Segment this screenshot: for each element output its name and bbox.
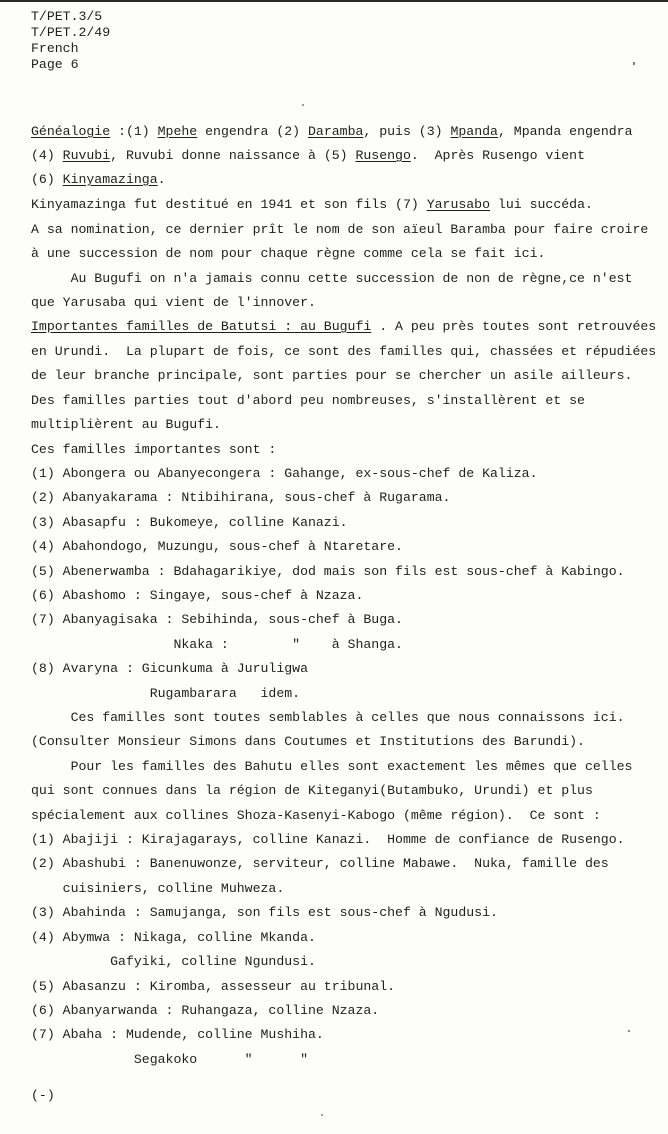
bahutu-list-item: cuisiniers, colline Muhweza. — [31, 881, 285, 896]
bahutu-list-item: (5) Abasanzu : Kiromba, assesseur au tribunal. — [31, 979, 396, 994]
families-paragraph-line: Des familles parties tout d'abord peu nombreuses, s'installèrent et se — [31, 393, 585, 408]
families-heading: Importantes familles de Batutsi : au Bugufi — [31, 319, 372, 334]
text-fragment: (6) — [31, 172, 63, 187]
scan-speck — [321, 1114, 323, 1116]
text-fragment: :(1) — [110, 124, 158, 139]
genealogy-line-4 — [31, 197, 593, 213]
bahutu-list-item: (7) Abaha : Mudende, colline Mushiha. — [31, 1027, 324, 1042]
families-list-intro: Ces familles importantes sont : — [31, 442, 277, 457]
name-daramba: Daramba — [308, 124, 364, 139]
bahutu-paragraph-line: Pour les familles des Bahutu elles sont exactement les mêmes que celles — [31, 759, 633, 774]
bahutu-list-item: (3) Abahinda : Samujanga, son fils est sous-chef à Ngudusi. — [31, 905, 498, 920]
name-kinyamazinga: Kinyamazinga — [62, 172, 158, 187]
family-list-item: (2) Abanyakarama : Ntibihirana, sous-chef à Rugarama. — [31, 490, 451, 505]
text-fragment: . A peu près toutes sont retrouvées — [371, 319, 657, 334]
family-list-item: (5) Abenerwamba : Bdahagarikiye, dod mais son fils est sous-chef à Kabingo. — [31, 564, 625, 579]
language-label: French — [31, 41, 79, 56]
families-closing-line: Ces familles sont toutes semblables à celles que nous connaissons ici. — [31, 710, 625, 725]
page-continuation-mark: (-) — [31, 1088, 55, 1103]
family-list-item: (8) Avaryna : Gicunkuma à Juruligwa — [31, 661, 308, 676]
bahutu-paragraph-line: spécialement aux collines Shoza-Kasenyi-Kabogo (même région). Ce sont : — [31, 808, 601, 823]
bahutu-list-item: Gafyiki, colline Ngundusi. — [31, 954, 316, 969]
family-list-item: Nkaka : " à Shanga. — [31, 637, 403, 652]
bahutu-list-item: (1) Abajiji : Kirajagarays, colline Kanazi. Homme de confiance de Rusengo. — [31, 832, 625, 847]
bahutu-list-item: Segakoko " " — [31, 1052, 308, 1067]
name-yarusabo: Yarusabo — [426, 197, 491, 212]
genealogy-line-6: à une succession de nom pour chaque règne comme cela se fait ici. — [31, 246, 546, 261]
name-mpanda: Mpanda — [450, 124, 498, 139]
families-paragraph-line: de leur branche principale, sont parties pour se chercher un asile ailleurs. — [31, 368, 633, 383]
families-heading-line — [31, 319, 656, 335]
text-fragment: (4) — [31, 148, 63, 163]
genealogy-line-3 — [31, 172, 166, 188]
genealogy-line-8: que Yarusaba qui vient de l'innover. — [31, 295, 316, 310]
text-fragment: , puis (3) — [363, 124, 451, 139]
genealogy-line-7: Au Bugufi on n'a jamais connu cette succession de non de règne,ce n'est — [31, 271, 633, 286]
bahutu-list-item: (4) Abymwa : Nikaga, colline Mkanda. — [31, 930, 316, 945]
families-paragraph-line: en Urundi. La plupart de fois, ce sont des familles qui, chassées et répudiées — [31, 344, 657, 359]
bahutu-paragraph-line: qui sont connues dans la région de Kiteganyi(Butambuko, Urundi) et plus — [31, 783, 593, 798]
text-fragment: . Après Rusengo vient — [410, 148, 585, 163]
text-fragment: lui succéda. — [490, 197, 593, 212]
families-closing-line: (Consulter Monsieur Simons dans Coutumes et Institutions des Barundi). — [31, 734, 585, 749]
scan-speck — [302, 104, 304, 106]
reference-number-2: T/PET.2/49 — [31, 25, 111, 40]
genealogy-line-1 — [31, 124, 633, 140]
text-fragment: engendra (2) — [197, 124, 308, 139]
top-border-line — [0, 0, 668, 2]
family-list-item: Rugambarara idem. — [31, 686, 301, 701]
genealogy-line-5: A sa nomination, ce dernier prît le nom de son aïeul Baramba pour faire croire — [31, 222, 649, 237]
family-list-item: (7) Abanyagisaka : Sebihinda, sous-chef à Buga. — [31, 612, 403, 627]
reference-number-1: T/PET.3/5 — [31, 9, 103, 24]
family-list-item: (1) Abongera ou Abanyecongera : Gahange, ex-sous-chef de Kaliza. — [31, 466, 538, 481]
scan-speck — [628, 1030, 630, 1032]
text-fragment: Kinyamazinga fut destitué en 1941 et son fils (7) — [31, 197, 427, 212]
family-list-item: (6) Abashomo : Singaye, sous-chef à Nzaza. — [31, 588, 364, 603]
name-mpehe: Mpehe — [157, 124, 198, 139]
text-fragment: , Mpanda engendra — [497, 124, 633, 139]
name-rusengo: Rusengo — [355, 148, 411, 163]
bahutu-list-item: (2) Abashubi : Banenuwonze, serviteur, colline Mabawe. Nuka, famille des — [31, 856, 609, 871]
genealogy-line-2 — [31, 148, 585, 164]
text-fragment: . — [157, 172, 166, 187]
family-list-item: (4) Abahondogo, Muzungu, sous-chef à Ntaretare. — [31, 539, 403, 554]
family-list-item: (3) Abasapfu : Bukomeye, colline Kanazi. — [31, 515, 348, 530]
text-fragment: , Ruvubi donne naissance à (5) — [110, 148, 356, 163]
bahutu-list-item: (6) Abanyarwanda : Ruhangaza, colline Nzaza. — [31, 1003, 380, 1018]
genealogy-heading: Généalogie — [31, 124, 111, 139]
families-paragraph-line: multiplièrent au Bugufi. — [31, 417, 221, 432]
scan-speck — [633, 62, 635, 65]
page-number: Page 6 — [31, 57, 79, 72]
name-ruvubi: Ruvubi — [62, 148, 111, 163]
